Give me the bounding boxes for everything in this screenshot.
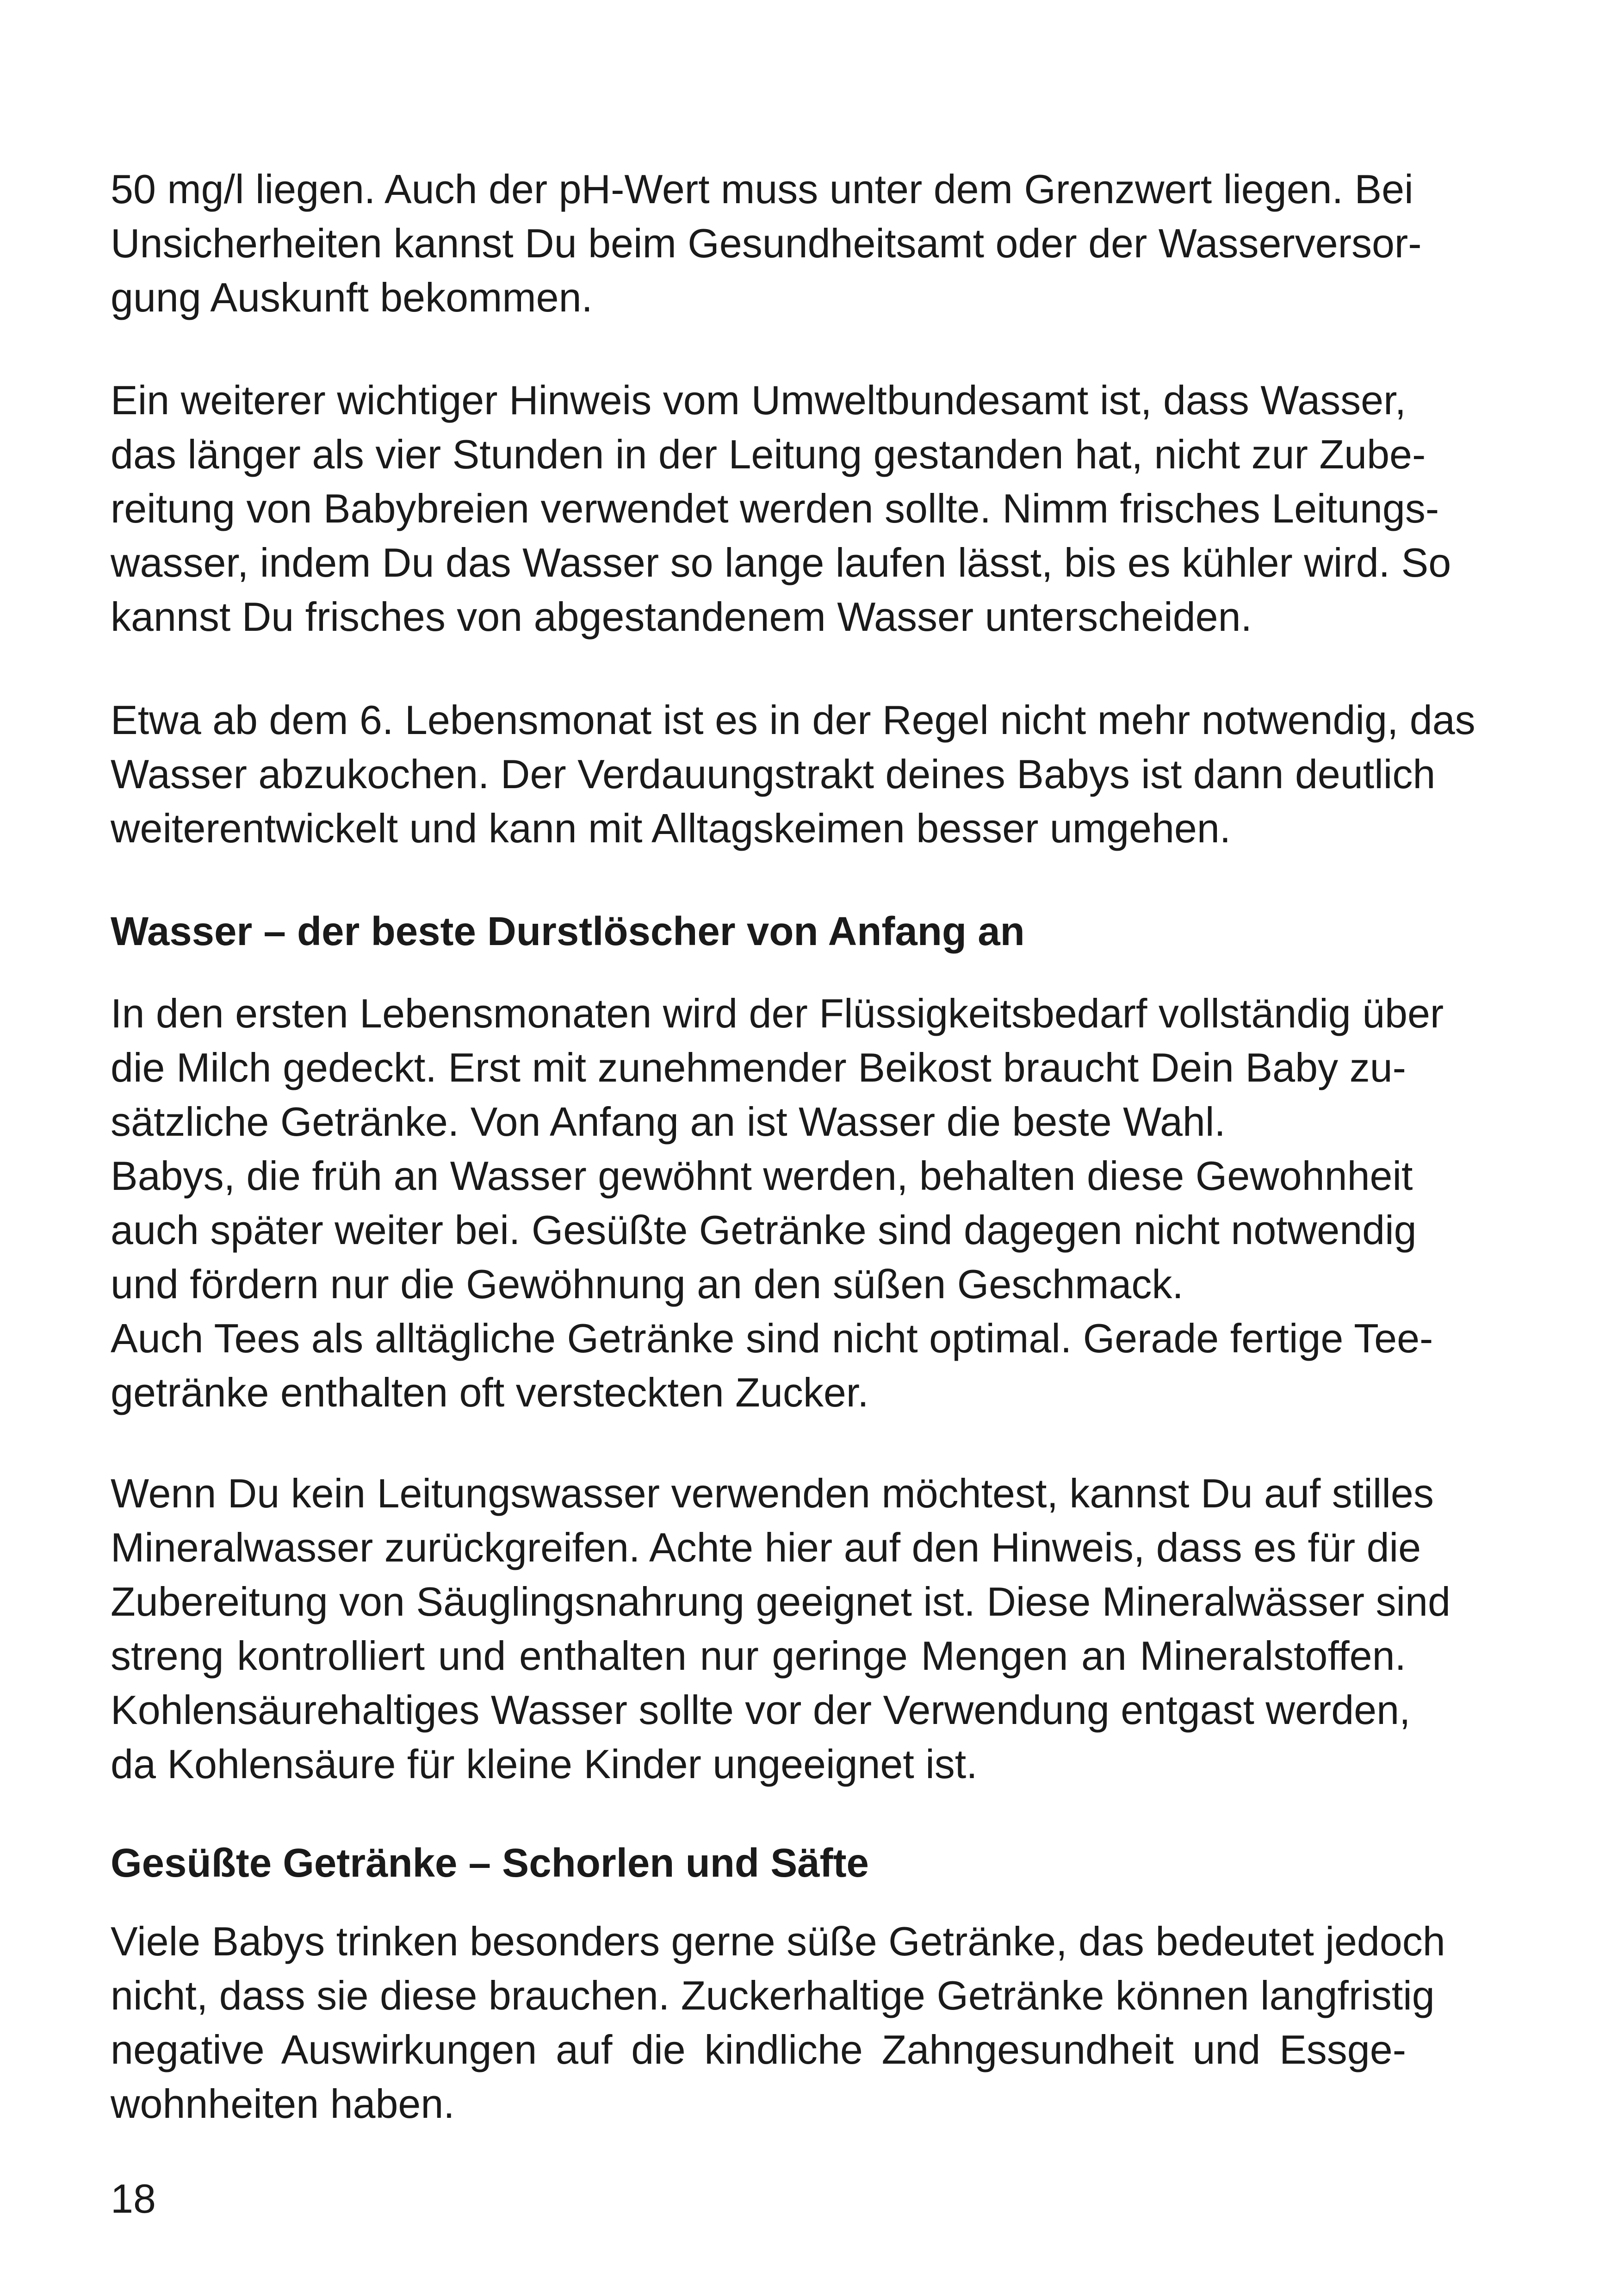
paragraph bbox=[111, 373, 1451, 644]
text-line: nicht, dass sie diese brauchen. Zuckerhaltige Getränke können langfristig bbox=[111, 1972, 1435, 2018]
text-line: Unsicherheiten kannst Du beim Gesundheitsamt oder der Wasserversor- bbox=[111, 220, 1422, 266]
paragraph bbox=[111, 693, 1475, 855]
text-line: Babys, die früh an Wasser gewöhnt werden, behalten diese Gewohnheit bbox=[111, 1153, 1413, 1199]
text-line: Ein weiterer wichtiger Hinweis vom Umweltbundesamt ist, dass Wasser, bbox=[111, 377, 1406, 423]
section-heading bbox=[111, 904, 1406, 958]
text-line: 50 mg/l liegen. Auch der pH-Wert muss unter dem Grenzwert liegen. Bei bbox=[111, 166, 1413, 212]
text-line: die Milch gedeckt. Erst mit zunehmender Beikost braucht Dein Baby zu- bbox=[111, 1045, 1406, 1090]
text-line: weiterentwickelt und kann mit Alltagskeimen besser umgehen. bbox=[111, 805, 1231, 851]
section-heading bbox=[111, 1836, 1406, 1890]
text-line: kannst Du frisches von abgestandenem Wasser unterscheiden. bbox=[111, 594, 1252, 640]
text-line: sätzliche Getränke. Von Anfang an ist Wasser die beste Wahl. bbox=[111, 1099, 1226, 1145]
text-line: getränke enthalten oft versteckten Zucker. bbox=[111, 1369, 869, 1415]
page-number: 18 bbox=[111, 2176, 156, 2221]
text-line: In den ersten Lebensmonaten wird der Flüssigkeitsbedarf vollständig über bbox=[111, 990, 1444, 1036]
text-line: Mineralwasser zurückgreifen. Achte hier auf den Hinweis, dass es für die bbox=[111, 1524, 1421, 1570]
paragraph bbox=[111, 986, 1444, 1419]
text-line: das länger als vier Stunden in der Leitung gestanden hat, nicht zur Zube- bbox=[111, 431, 1426, 477]
text-line: Zubereitung von Säuglingsnahrung geeignet ist. Diese Mineralwässer sind bbox=[111, 1579, 1451, 1624]
text-line: gung Auskunft bekommen. bbox=[111, 274, 593, 320]
paragraph bbox=[111, 1914, 1445, 2131]
text-line: Viele Babys trinken besonders gerne süße Getränke, das bedeutet jedoch bbox=[111, 1918, 1445, 1964]
text-line: wohnheiten haben. bbox=[111, 2081, 455, 2127]
text-line: auch später weiter bei. Gesüßte Getränke sind dagegen nicht notwendig bbox=[111, 1207, 1417, 1253]
text-line: streng kontrolliert und enthalten nur geringe Mengen an Mineralstoffen. bbox=[111, 1633, 1406, 1679]
text-line: reitung von Babybreien verwendet werden sollte. Nimm frisches Leitungs- bbox=[111, 485, 1439, 531]
text-line: und fördern nur die Gewöhnung an den süßen Geschmack. bbox=[111, 1261, 1184, 1307]
text-line: Kohlensäurehaltiges Wasser sollte vor der Verwendung entgast werden, bbox=[111, 1687, 1411, 1733]
text-line: Etwa ab dem 6. Lebensmonat ist es in der Regel nicht mehr notwendig, das bbox=[111, 697, 1475, 743]
text-line: Auch Tees als alltägliche Getränke sind nicht optimal. Gerade fertige Tee- bbox=[111, 1315, 1433, 1361]
heading-text: Gesüßte Getränke – Schorlen und Säfte bbox=[111, 1841, 869, 1885]
heading-text: Wasser – der beste Durstlöscher von Anfang an bbox=[111, 909, 1025, 954]
text-line: negative Auswirkungen auf die kindliche Zahngesundheit und Essge- bbox=[111, 2027, 1406, 2072]
text-line: wasser, indem Du das Wasser so lange laufen lässt, bis es kühler wird. So bbox=[111, 540, 1451, 585]
text-line: Wasser abzukochen. Der Verdauungstrakt deines Babys ist dann deutlich bbox=[111, 751, 1436, 797]
text-line: da Kohlensäure für kleine Kinder ungeeignet ist. bbox=[111, 1741, 978, 1787]
paragraph bbox=[111, 162, 1422, 324]
paragraph bbox=[111, 1466, 1451, 1791]
text-line: Wenn Du kein Leitungswasser verwenden möchtest, kannst Du auf stilles bbox=[111, 1470, 1434, 1516]
